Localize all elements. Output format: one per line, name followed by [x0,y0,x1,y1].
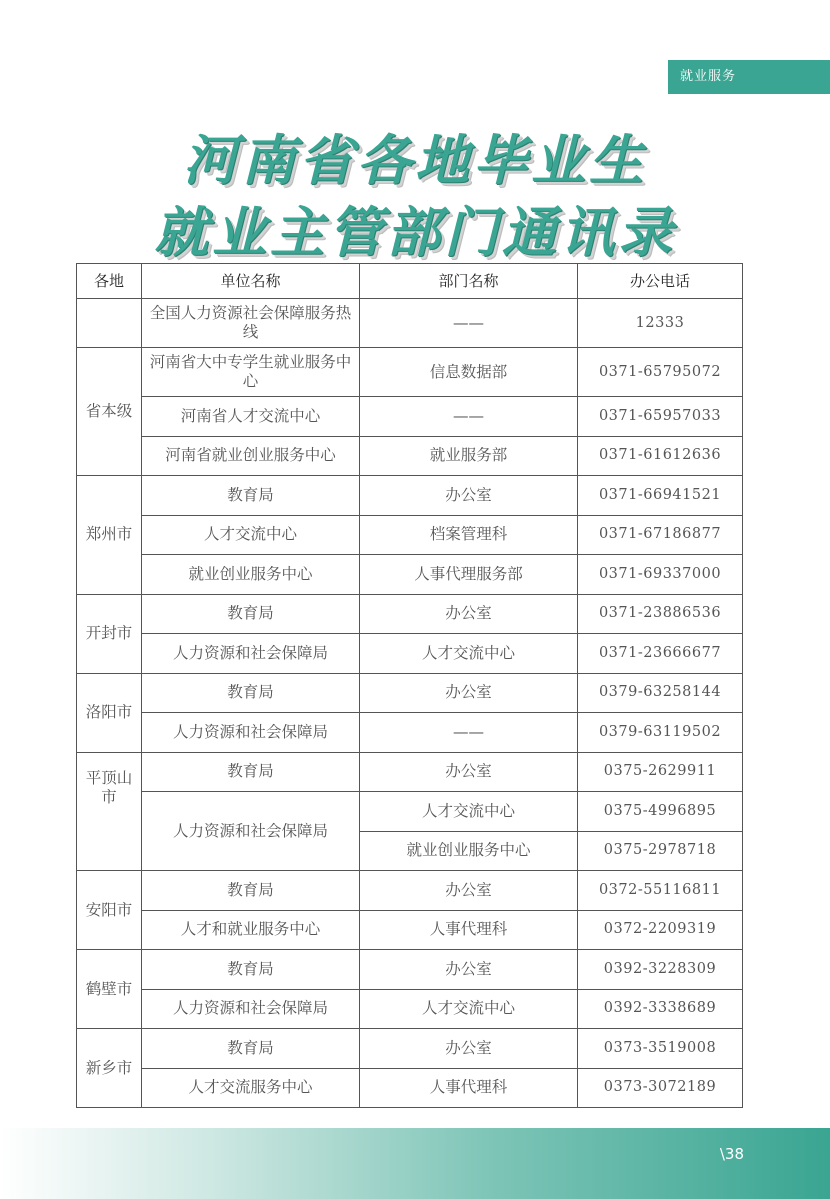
region-cell: 鹤壁市 [77,950,142,1029]
unit-cell: 就业创业服务中心 [142,555,360,595]
dept-cell: 人才交流中心 [360,634,578,674]
table-row [77,950,743,990]
region-cell [77,299,142,348]
contact-table [76,263,743,1108]
header-dept: 部门名称 [360,264,578,299]
page-title-line1: 河南省各地毕业生 [183,129,647,192]
header-phone: 办公电话 [578,264,743,299]
dept-cell: 信息数据部 [360,348,578,397]
dept-cell: 办公室 [360,950,578,990]
unit-cell: 教育局 [142,871,360,911]
header-region: 各地 [77,264,142,299]
table-row [77,397,743,437]
unit-cell: 全国人力资源社会保障服务热线 [142,299,360,348]
dept-cell: 办公室 [360,871,578,911]
table-row [77,436,743,476]
table-row [77,594,743,634]
phone-cell: 0371-66941521 [578,476,743,516]
unit-cell: 人才交流中心 [142,515,360,555]
dept-cell: 人事代理服务部 [360,555,578,595]
table-row [77,476,743,516]
phone-cell: 0371-23666677 [578,634,743,674]
unit-cell: 人力资源和社会保障局 [142,792,360,871]
unit-cell: 教育局 [142,476,360,516]
region-cell: 郑州市 [77,476,142,595]
dept-cell: 人事代理科 [360,910,578,950]
phone-cell: 0392-3228309 [578,950,743,990]
phone-cell: 0375-2629911 [578,752,743,792]
region-cell: 开封市 [77,594,142,673]
phone-cell: 0379-63119502 [578,713,743,753]
table-row [77,1029,743,1069]
phone-cell: 0371-65795072 [578,348,743,397]
table-row [77,515,743,555]
unit-cell: 教育局 [142,1029,360,1069]
unit-cell: 河南省人才交流中心 [142,397,360,437]
phone-cell: 0379-63258144 [578,673,743,713]
dept-cell: 就业创业服务中心 [360,831,578,871]
table-row [77,348,743,397]
unit-cell: 人力资源和社会保障局 [142,634,360,674]
table-row [77,634,743,674]
table-row [77,299,743,348]
dept-cell: 人才交流中心 [360,989,578,1029]
table-row [77,910,743,950]
phone-cell: 0371-61612636 [578,436,743,476]
unit-cell: 教育局 [142,950,360,990]
table-row [77,989,743,1029]
page-title-line2: 就业主管部门通讯录 [154,201,676,264]
unit-cell: 人才交流服务中心 [142,1068,360,1108]
region-cell: 省本级 [77,348,142,476]
unit-cell: 人力资源和社会保障局 [142,713,360,753]
region-cell: 洛阳市 [77,673,142,752]
unit-cell: 教育局 [142,673,360,713]
unit-cell: 教育局 [142,594,360,634]
dept-cell: 人事代理科 [360,1068,578,1108]
phone-cell: 0371-69337000 [578,555,743,595]
unit-cell: 教育局 [142,752,360,792]
phone-cell: 0373-3519008 [578,1029,743,1069]
dept-cell: 办公室 [360,476,578,516]
dept-cell: —— [360,713,578,753]
dept-cell: 就业服务部 [360,436,578,476]
unit-cell: 人力资源和社会保障局 [142,989,360,1029]
dept-cell: —— [360,397,578,437]
table-row [77,1068,743,1108]
region-cell: 新乡市 [77,1029,142,1108]
phone-cell: 0375-4996895 [578,792,743,832]
phone-cell: 0372-55116811 [578,871,743,911]
phone-cell: 0371-65957033 [578,397,743,437]
phone-cell: 0371-67186877 [578,515,743,555]
table-row [77,673,743,713]
dept-cell: 档案管理科 [360,515,578,555]
table-row [77,871,743,911]
region-cell: 安阳市 [77,871,142,950]
dept-cell: 办公室 [360,752,578,792]
phone-cell: 0392-3338689 [578,989,743,1029]
phone-cell: 0371-23886536 [578,594,743,634]
table-row [77,555,743,595]
footer-band [0,1128,830,1199]
table-row [77,713,743,753]
section-tab: 就业服务 [668,60,830,94]
table-header-row [77,264,743,299]
unit-cell: 人才和就业服务中心 [142,910,360,950]
phone-cell: 12333 [578,299,743,348]
table-row [77,792,743,832]
dept-cell: 办公室 [360,1029,578,1069]
unit-cell: 河南省大中专学生就业服务中心 [142,348,360,397]
phone-cell: 0372-2209319 [578,910,743,950]
page-number: \38 [719,1145,744,1163]
dept-cell: 人才交流中心 [360,792,578,832]
header-unit: 单位名称 [142,264,360,299]
region-cell: 平顶山市 [77,752,142,871]
phone-cell: 0375-2978718 [578,831,743,871]
unit-cell: 河南省就业创业服务中心 [142,436,360,476]
table-row [77,752,743,792]
dept-cell: 办公室 [360,594,578,634]
dept-cell: 办公室 [360,673,578,713]
dept-cell: —— [360,299,578,348]
phone-cell: 0373-3072189 [578,1068,743,1108]
